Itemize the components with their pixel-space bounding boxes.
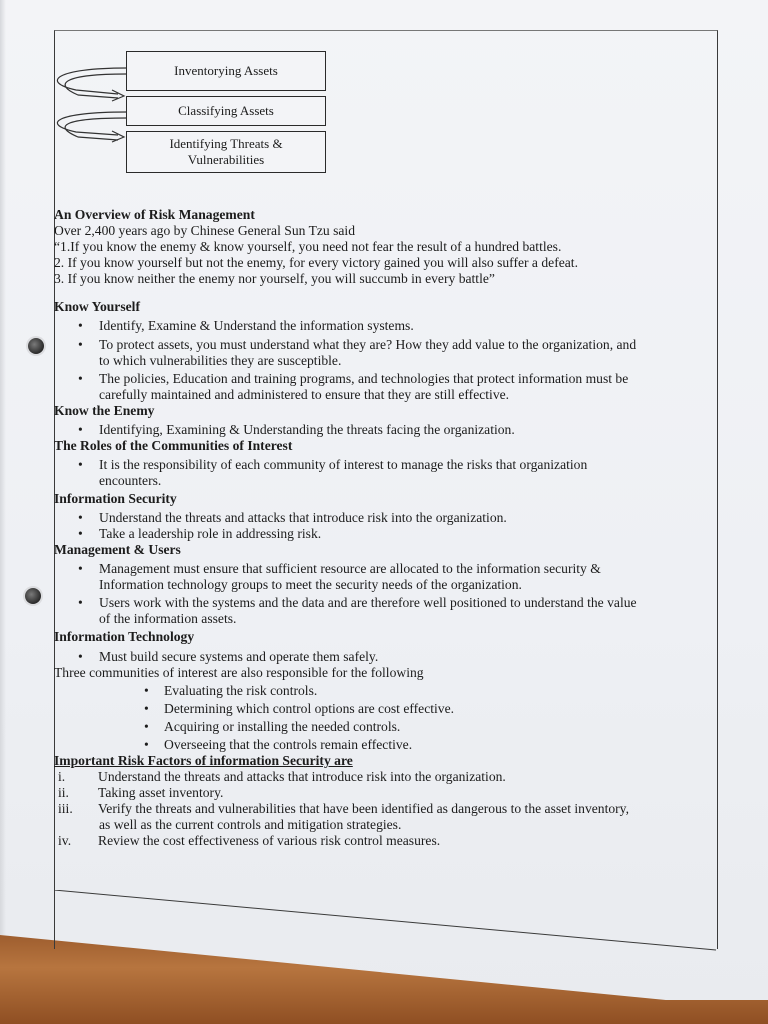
list-item	[54, 769, 714, 785]
list-item: • Identifying, Examining & Understanding the threats facing the organization.	[54, 422, 714, 438]
know-yourself-heading: Know Yourself	[54, 299, 140, 314]
page-border-bottom	[54, 890, 718, 960]
quote-line-3: 3. If you know neither the enemy nor yourself, you will succumb in every battle”	[54, 271, 495, 286]
diagram-box-label: Inventorying Assets	[174, 63, 278, 78]
list-item	[54, 785, 714, 801]
diagram-box-threats	[126, 131, 326, 173]
list-item: • Must build secure systems and operate them safely.	[54, 649, 714, 665]
document-body	[54, 200, 714, 849]
list-item-cont: Information technology groups to meet the security needs of the organization.	[99, 577, 522, 592]
list-item-cont: encounters.	[99, 473, 162, 488]
list-item: • Acquiring or installing the needed controls.	[54, 719, 714, 735]
list-text: Taking asset inventory.	[98, 785, 224, 800]
list-item: • Identify, Examine & Understand the information systems.	[54, 318, 714, 334]
list-text: Verify the threats and vulnerabilities that have been identified as dangerous to the asset inventory,	[98, 801, 629, 816]
diagram-box-inventorying	[126, 51, 326, 91]
list-item: • Users work with the systems and the data and are therefore well positioned to understand the value	[54, 595, 714, 611]
list-item-cont: as well as the current controls and mitigation strategies.	[99, 817, 402, 832]
list-number: ii.	[58, 785, 69, 800]
list-text: Understand the threats and attacks that introduce risk into the organization.	[98, 769, 506, 784]
list-item: • To protect assets, you must understand what they are? How they add value to the organization, and	[54, 337, 714, 353]
quote-line-1: “1.If you know the enemy & know yourself, you need not fear the result of a hundred battles.	[54, 239, 562, 254]
list-item: • Management must ensure that sufficient resource are allocated to the information security &	[54, 561, 714, 577]
list-text: Review the cost effectiveness of various risk control measures.	[98, 833, 441, 848]
paper-edge-shadow	[0, 0, 6, 935]
list-number: iii.	[58, 801, 73, 816]
overview-heading: An Overview of Risk Management	[54, 207, 255, 222]
list-item-cont: of the information assets.	[99, 611, 237, 626]
three-communities-intro: Three communities of interest are also responsible for the following	[54, 665, 424, 680]
list-item: • Determining which control options are cost effective.	[54, 701, 714, 717]
list-item: • Evaluating the risk controls.	[54, 683, 714, 699]
diagram-box-label: Classifying Assets	[178, 103, 274, 118]
list-item	[54, 801, 714, 817]
list-number: iv.	[58, 833, 72, 848]
list-item: • Understand the threats and attacks that introduce risk into the organization.	[54, 510, 714, 526]
list-item-cont: to which vulnerabilities they are susceptible.	[99, 353, 342, 368]
list-item: • Overseeing that the controls remain effective.	[54, 737, 714, 753]
risk-factors-heading: Important Risk Factors of information Security are	[54, 753, 353, 768]
punch-hole-bottom	[25, 588, 41, 604]
infotech-heading: Information Technology	[54, 629, 195, 644]
list-item-cont: carefully maintained and administered to ensure that they are still effective.	[99, 387, 510, 402]
list-item	[54, 833, 714, 849]
diagram-box-label: Identifying Threats & Vulnerabilities	[169, 136, 283, 167]
mgmt-heading: Management & Users	[54, 542, 181, 557]
roles-heading: The Roles of the Communities of Interest	[54, 438, 293, 453]
overview-intro: Over 2,400 years ago by Chinese General Sun Tzu said	[54, 223, 356, 238]
list-number: i.	[58, 769, 66, 784]
infosec-heading: Information Security	[54, 491, 177, 506]
list-item: • It is the responsibility of each community of interest to manage the risks that organization	[54, 457, 714, 473]
know-enemy-heading: Know the Enemy	[54, 403, 155, 418]
list-item: • Take a leadership role in addressing risk.	[54, 526, 714, 542]
diagram-arrows	[46, 60, 132, 150]
list-item: • The policies, Education and training programs, and technologies that protect information must be	[54, 371, 714, 387]
quote-line-2: 2. If you know yourself but not the enemy, for every victory gained you will also suffer a defeat.	[54, 255, 578, 270]
punch-hole-top	[28, 338, 44, 354]
diagram-box-classifying	[126, 96, 326, 126]
